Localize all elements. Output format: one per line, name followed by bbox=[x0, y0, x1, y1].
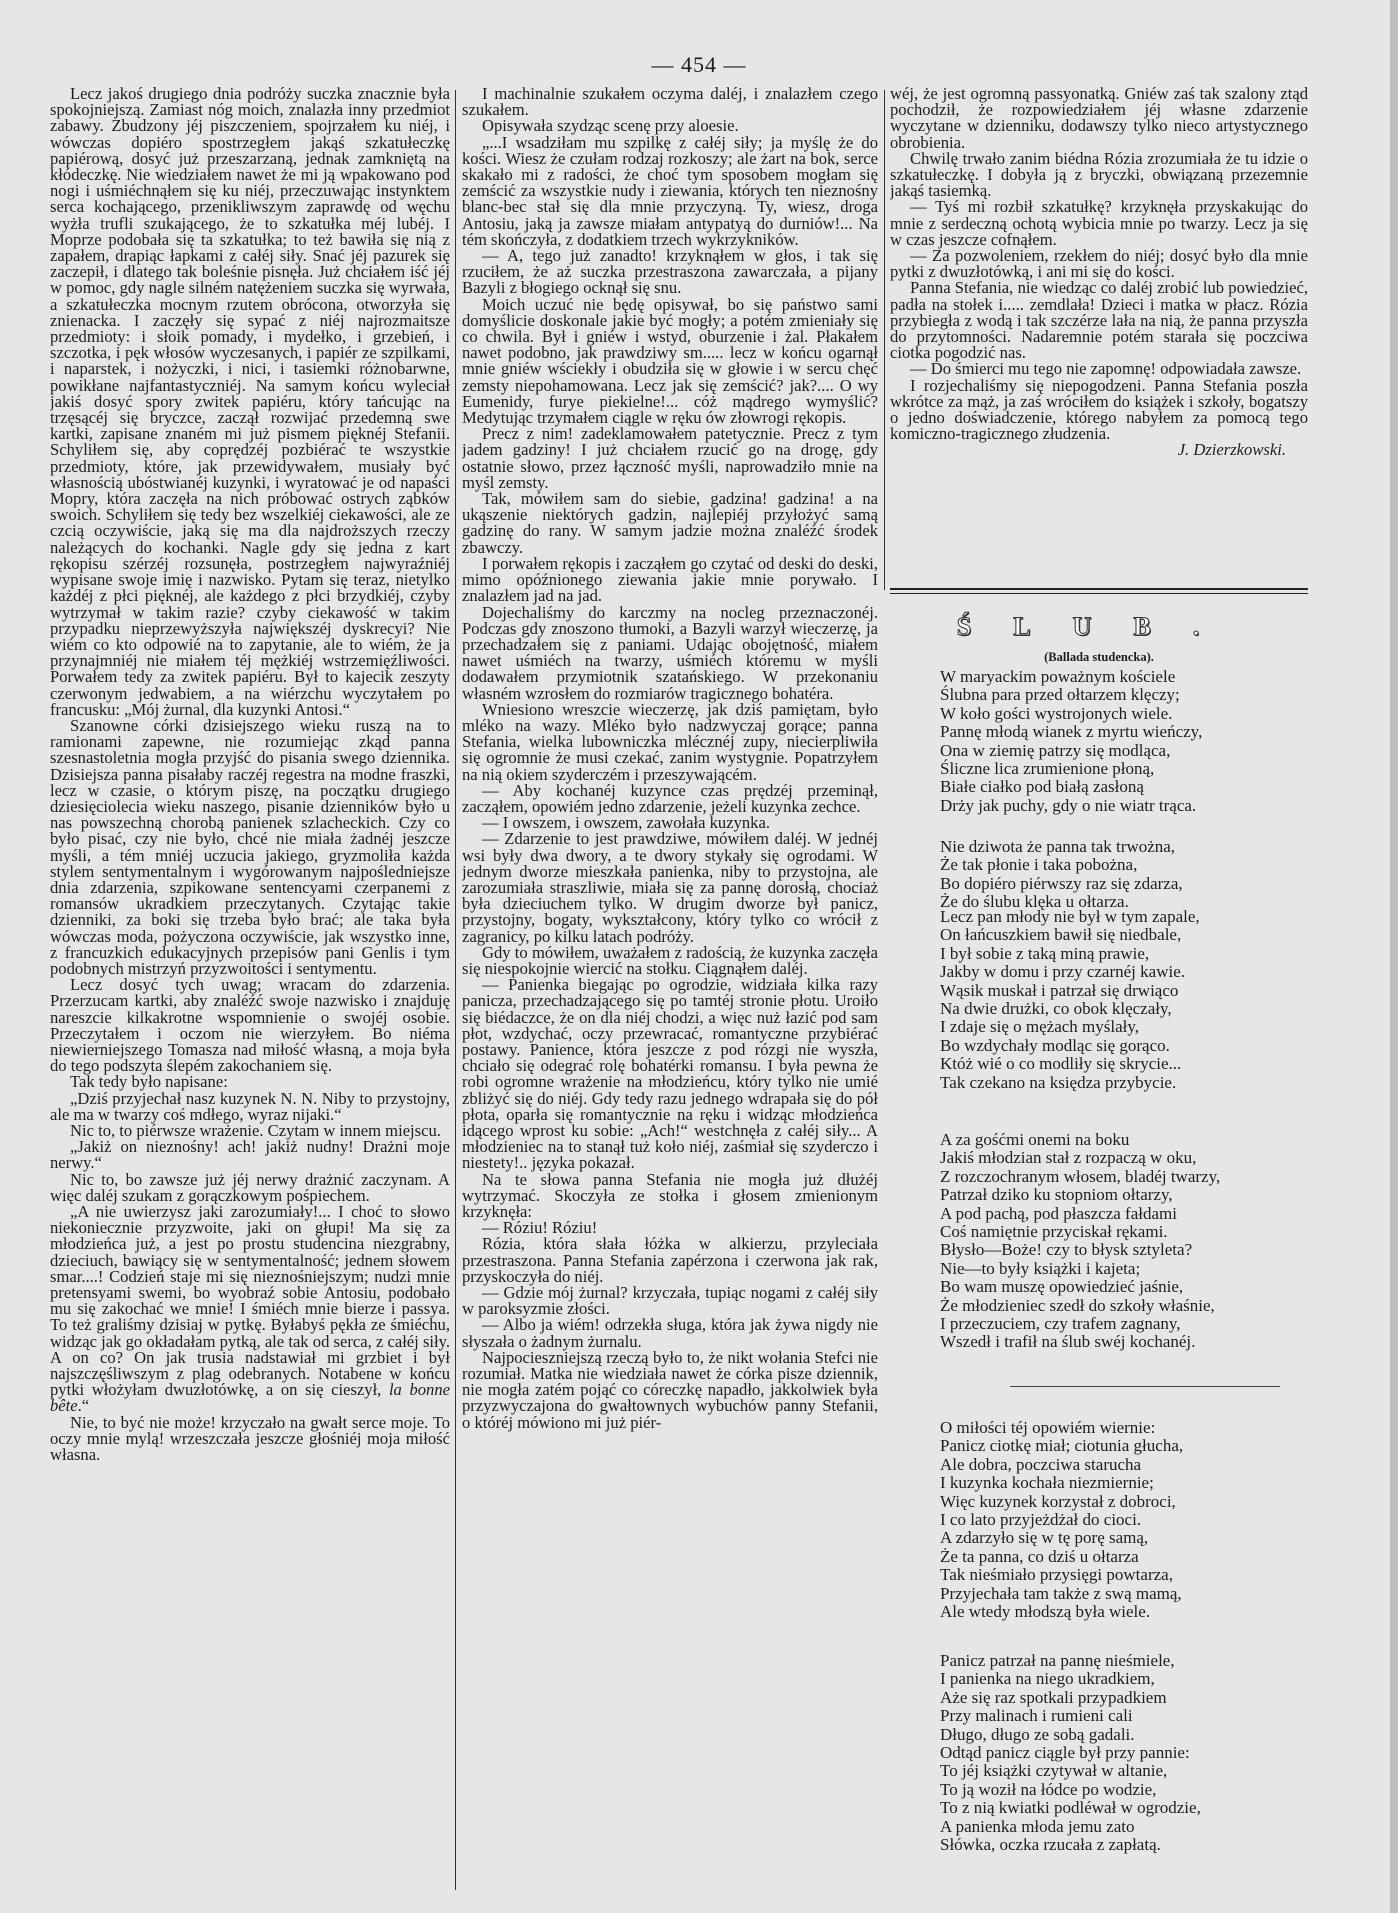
poem-line: Że do ślubu klęka u ołtarza. bbox=[940, 892, 1129, 912]
stanza bbox=[940, 668, 1202, 815]
poem-line: Panicz patrzał na pannę nieśmiele, bbox=[940, 1651, 1175, 1670]
paragraph-text: Lecz dosyć tych uwag; wracam do zdarzenia. Przerzucam kartki, aby znaléźć swoje nazwisko i znajduję nareszcie kilkakrotne wspomnienie o swojéj osobie. Przeczytałem i oczom nie wierzyłem. Bo niéma niewierniejszego Tomasza nad miłość własną, a moja była do tego podszyta ślepém zakochaniem się. bbox=[50, 975, 450, 1076]
column-3 bbox=[890, 86, 1308, 578]
poem-line: Z rozczochranym włosem, bladéj twarzy, bbox=[940, 1166, 1221, 1186]
paragraph bbox=[462, 1347, 878, 1432]
paragraph-text: — Róziu! Róziu! bbox=[482, 1218, 598, 1238]
paragraph bbox=[462, 86, 878, 118]
paragraph bbox=[462, 831, 878, 944]
paragraph-text: — Panienka biegając po ogrodzie, widziała kilka razy panicza, przechadzającego się po tamtéj stronie płotu. Uroiło się biédaczce, że on dla niéj chodzi, a więc nuż łazić pod sam płot, wzdychać, oczy przewracać, romantyczne przybiérać postawy. Panience, która jeszcze z pod rózgi nie wyszła, chciało się odegrać rolę bohatérki romansu. I była pewna że robi ogromne wrażenie na młodzieńcu, który tylko nie umié zbliżyć się do niéj. Gdy tedy razu jednego wdrapała się do pół płota, oparła się romantycznie na ręku i widząc młodzieńca idącego wprost ku sobie: „Ach!“ westchnęła z całéj siły... A młodzieniec na to stanął tuż koło niéj, zaśmiał się szyderczo i niestety!.. języka pokazał. bbox=[462, 975, 878, 1173]
column-2 bbox=[462, 86, 878, 1898]
poem-line: Ale dobra, poczciwa starucha bbox=[940, 1454, 1142, 1474]
poem-line: O miłości téj opowiém wiernie: bbox=[940, 1418, 1156, 1437]
paragraph-text: Rózia, która słała łóżka w alkierzu, przyleciała przestraszona. Panna Stefania zapérzona i czerwona jak rak, przyskoczyła do niéj. bbox=[462, 1234, 878, 1286]
paragraph-text: — Do śmierci mu tego nie zapomnę! odpowiadała zawsze. bbox=[910, 359, 1302, 379]
paragraph bbox=[890, 148, 1308, 201]
poem-line: I panienka na niego ukradkiem, bbox=[940, 1669, 1155, 1689]
poem-line: Śliczne lica zrumienione płoną, bbox=[940, 759, 1155, 779]
paragraph-text: Moich uczuć nie będę opisywał, bo się państwo sami domyślicie doskonale jakie być mogły; a potém zmieniały się co chwila. Był i gniéw i wstyd, oburzenie i żal. Płakałem nawet podobno, jak prawdziwy sm..... lecz w końcu ogarnął mnie gniéw wściekły i obudziła się w głowie i w sercu chęć zemsty niepohamowana. Lecz jak się zemścić? jak?.... O wy Eumenidy, furye piekielne!... cóż mądrego wymyślić? Medytując trzymałem ciągle w ręku ów złowrogi rękopis. bbox=[462, 294, 878, 428]
paragraph bbox=[890, 199, 1308, 248]
paragraph bbox=[462, 426, 878, 491]
paragraph bbox=[462, 132, 878, 249]
paragraph-text: Nic to, to piérwsze wrażenie. Czytam w innem miejscu. bbox=[70, 1121, 441, 1140]
italic-phrase: la bonne bête bbox=[50, 1380, 450, 1416]
paragraph bbox=[462, 977, 878, 1171]
poem-line: I zdaje się o mężach myślały, bbox=[940, 1017, 1140, 1037]
paragraph bbox=[462, 248, 878, 297]
paragraph bbox=[462, 491, 878, 556]
poem-line: Że młodzieniec szedł do szkoły właśnie, bbox=[940, 1295, 1215, 1315]
poem-line: Wszedł i trafił na ślub swéj kochanéj. bbox=[940, 1332, 1196, 1352]
stanza bbox=[940, 908, 1200, 1092]
paragraph-text: — A, tego już zanadto! krzyknąłem w głos, i tak się rzuciłem, że aż suczka przestraszona zawarczała, a pijany Bazyli z błogiego ocknął się snu. bbox=[462, 246, 878, 298]
paragraph bbox=[462, 1285, 878, 1317]
poem-subtitle: (Ballada studencka). bbox=[1044, 650, 1154, 664]
paragraph-text: Precz z nim! zadeklamowałem patetycznie. Precz z tym jadem gadziny! I już chciałem rzucić go na drogę, gdy ostatnie słowo, przez łączność myśli, naprowadziło mnie na myśl zemsty. bbox=[462, 424, 878, 492]
paragraph bbox=[50, 1169, 450, 1205]
poem-divider bbox=[1010, 1386, 1280, 1387]
paragraph bbox=[462, 1236, 878, 1285]
paragraph bbox=[890, 248, 1308, 280]
paragraph-text: — I owszem, i owszem, zawołała kuzynka. bbox=[482, 813, 770, 833]
paragraph bbox=[50, 1139, 450, 1171]
paragraph-text: I porwałem rękopis i zacząłem go czytać od deski do deski, mimo opóźnionego ziewania jakie mnie porywało. I znalazłem jad na jad. bbox=[462, 553, 878, 606]
paragraph-text: — Za pozwoleniem, rzekłem do niéj; dosyć było dla mnie pytki z dwuzłotówką, i ani mi się do kości. bbox=[890, 246, 1308, 282]
poem-line: To jéj książki czytywał w altanie, bbox=[940, 1761, 1168, 1781]
paragraph bbox=[50, 715, 450, 978]
poem-line: Bo wzdychały modląc się gorąco. bbox=[940, 1035, 1170, 1055]
poem-line: Jakiś młodzian stał z rozpaczą w oku, bbox=[940, 1148, 1197, 1168]
paragraph-text: I rozjechaliśmy się niepogodzeni. Panna Stefania poszła wkrótce za mąż, ja zaś wróciłem do książek i szkoły, bogatszy o jedno doświadczenie, którego nabyłem za pomocą tego komiczno-tragicznego złudzenia. bbox=[890, 375, 1308, 444]
paragraph bbox=[50, 977, 450, 1074]
paragraph bbox=[462, 294, 878, 428]
paragraph bbox=[462, 553, 878, 606]
paragraph bbox=[462, 1317, 878, 1349]
paragraph-text: „...I wsadziłam mu szpilkę z całéj siły; ja myślę że do kości. Wiesz że czułam rodzaj rozkoszy; ale żart na bok, serce skakało mi z radości, że choć tym sposobem mogłam się zemścić za wszystkie nudy i ziewania, których ten nieznośny blanc-bec stał się dla mnie przyczyną. Ty, wiesz, droga Antosiu, jaką ja zawsze miałam antypatyą do durniów!... Na tém skończyła, z dodatkiem trzech wykrzykników. bbox=[462, 132, 878, 249]
paragraph bbox=[50, 1412, 450, 1465]
column-divider bbox=[884, 90, 885, 590]
poem-line: Ale wtedy młodszą była wiele. bbox=[940, 1602, 1151, 1622]
signature: J. Dzierzkowski. bbox=[1177, 440, 1286, 460]
poem-line: Odtąd panicz ciągle był przy pannie: bbox=[940, 1743, 1190, 1763]
paragraph-text: Tak tedy było napisane: bbox=[70, 1072, 228, 1092]
paragraph bbox=[462, 942, 878, 978]
poem-line: I co lato przyjeżdżał do cioci. bbox=[940, 1510, 1142, 1530]
poem-line: Bo wam muszę opowiedzieć jaśnie, bbox=[940, 1277, 1184, 1297]
poem-line: Błysło—Boże! czy to błysk sztyleta? bbox=[940, 1240, 1193, 1260]
poem-line: To ją woził na łódce po wodzie, bbox=[940, 1779, 1157, 1799]
column-1 bbox=[50, 86, 450, 1898]
paragraph-text: wéj, że jest ogromną passyonatką. Gniéw zaś tak szalony ztąd pochodził, że rozpowiedziałem jéj własne zdarzenie wyczytane w dzienniku, dodawszy tylko nieco artystycznego obrobienia. bbox=[890, 86, 1308, 152]
paragraph-text: — Gdzie mój żurnal? krzyczała, tupiąc nogami z całéj siły w paroksyzmie złości. bbox=[462, 1283, 878, 1319]
poem-line: A zdarzyło się w tę porę samą, bbox=[940, 1528, 1149, 1548]
poem-line: Że ta panna, co dziś u ołtarza bbox=[940, 1546, 1139, 1566]
stanza bbox=[940, 1131, 1220, 1352]
poem-line: Więc kuzynek korzystał z dobroci, bbox=[940, 1491, 1176, 1511]
paragraph-text: Lecz jakoś drugiego dnia podróży suczka znacznie była spokojniejszą. Zamiast nóg moich, znalazła inny przedmiot zabawy. Zbudzony jéj piszczeniem, spojrzałem ku niéj, i wówczas dopiéro spostrzegłem jakąś szkatułeczkę papiérową, dosyć już przeszarzaną, jednak zamkniętą na kłódeczkę. Nie wiedziałem nawet że mi ją wpakowano pod nogi i uśmiéchnąłem się ku niéj, przeczuwając instynktem serca kochającego, przenikliwszym zaprawdę od węchu wyżła trufli szukającego, że to szkatułka méj lubéj. I Moprze podobała się ta szkatułka; to też bawiła się nią z zapałem, drapiąc łapkami z całéj siły. Snać jéj pazurek się zaczepił, i dlatego tak boleśnie pisnęła. Już chciałem iść jéj w pomoc, gdy nagle silném natężeniem suczka się wyrwała, a szkatułeczka mocnym rzutem obrócona, otworzyła się znienacka. I zaczęły się sypać z niéj najrozmaitsze przedmioty: i słoik pomady, i mydełko, i grzebień, i szczotka, i pęk włosów wyczesanych, i papiér ze szpilkami, i naparstek, i nożyczki, i nici, i tasiemki różnobarwne, powikłane najfantastyczniéj. Na samym końcu wyleciał jakiś dosyć spory zwitek papiéru, który tańcując na trzęsącéj się bryczce, zaczął rozwijać przedemną swe kartki, zapisane znaném mi już pismem pięknéj Stefanii. Schyliłem się, aby coprędzéj pozbiérać te wszystkie przedmioty, które, jak przewidywałem, musiały być własnością ubóstwianéj kuzynki, i wyratować je od napaści Mopry, która zaczęła na nich próbować ostrych ząbków swoich. Schyliłem się tedy bez wszelkiéj ciekawości, ale ze czcią oczywiście, jaką się ma dla najdroższych rzeczy należących do kochanki. Nagle gdy się jedna z kart rękopisu szérzéj rozsunęła, postrzegłem najwyraźniéj wypisane swoje imię i nazwisko. Pytam się teraz, nietylko każdéj z płci pięknéj, ale każdego z płci brzydkiéj, czyby wytrzymał w takim razie? czyby ciekawość w takim przypadku nieprzewyższyła największéj dyskrecyi? Nie wiém co kto odpowié na to zapytanie, ale to wiém, że ja przynajmniéj nie miałem téj mężkiéj wstrzemięźliwości. Porwałem tedy za zwitek papiéru. Był to kajecik zeszyty czerwonym jedwabiem, a na wiérzchu wyczytałem po francusku: „Mój żurnal, dla kuzynki Antosi.“ bbox=[50, 86, 450, 719]
paragraph bbox=[462, 699, 878, 784]
paragraph-text: Najpocieszniejszą rzeczą było to, że nikt wołania Stefci nie rozumiał. Matka nie wiedziała nawet że córka pisze dziennik, nie mogła zatém pojąć co córeczkę napadło, jakkolwiek była przyzwyczajona do gwałtownych wybuchów panny Stefanii, o któréj mówiono mi już piér- bbox=[462, 1347, 878, 1432]
paragraph bbox=[50, 86, 450, 718]
poem-line: Słówka, oczka rzucała z zapłatą. bbox=[940, 1835, 1161, 1855]
poem-line: To z nią kwiatki podléwał w ogrodzie, bbox=[940, 1798, 1201, 1818]
paragraph-text: — Albo ja wiém! odrzekła sługa, która jak żywa nigdy nie słyszała o żadnym żurnalu. bbox=[462, 1315, 878, 1351]
paragraph bbox=[462, 780, 878, 816]
paragraph-text: Gdy to mówiłem, uważałem z radością, że kuzynka zaczęła się niespokojnie wiercić na stołku. Ciągnąłem daléj. bbox=[462, 942, 878, 978]
poem-line: A za gośćmi onemi na boku bbox=[940, 1130, 1130, 1149]
poem-line: Długo, długo ze sobą gadali. bbox=[940, 1724, 1135, 1744]
paragraph-text: — Tyś mi rozbił szkatułkę? krzyknęła przyskakując do mnie z serdeczną ochotą wybicia mnie po twarzy. Lecz ja się w czas jeszcze cofnąłem. bbox=[890, 197, 1308, 249]
poem-line: On łańcuszkiem bawił się niedbale, bbox=[940, 925, 1182, 945]
poem-line: Tak nieśmiało przysięgi powtarza, bbox=[940, 1565, 1173, 1585]
poem-line: I był sobie z taką miną prawie, bbox=[940, 943, 1150, 963]
poem-line: Ona w ziemię patrzy się modląca, bbox=[940, 740, 1171, 760]
poem-line: Tak czekano na księdza przybycie. bbox=[940, 1072, 1177, 1092]
stanza bbox=[940, 838, 1183, 912]
paragraph-text: Wniesiono wreszcie wieczerzę, jak dziś pamiętam, było mléko na wazy. Mléko było nadzwyczaj gorące; panna Stefania, wielka lubowniczka mlécznéj zupy, niecierpliwiła się ogromnie że musi czekać, zanim wystygnie. Popatrzyłem na nią okiem szyderczém i przeszywającém. bbox=[462, 699, 878, 784]
page-number: — 454 — bbox=[651, 52, 747, 77]
paragraph-text: — Zdarzenie to jest prawdziwe, mówiłem daléj. W jednéj wsi były dwa dwory, a te dwory stykały się ogrodami. W jednym dworze mieszkała panienka, niby to przystojna, ale zarozumiała straszliwie, miała się za pannę dorosłą, chociaż była dzieciuchem tylko. W drugim dworze był panicz, przystojny, bogaty, wykształcony, który tylko co wrócił z zagranicy, po kilku latach podróży. bbox=[462, 829, 878, 946]
poem-line: Panicz ciotkę miał; ciotunia głucha, bbox=[940, 1436, 1184, 1456]
poem-line: Coś namiętnie przyciskał rękami. bbox=[940, 1222, 1168, 1242]
poem-line: Nie dziwota że panna tak trwożna, bbox=[940, 837, 1176, 856]
poem-line: I przeczuciem, czy trafem zagnany, bbox=[940, 1314, 1181, 1334]
paragraph-text: Panna Stefania, nie wiedząc co daléj zrobić lub powiedzieć, padła na stołek i..... zemdlała! Dzieci i matka w płacz. Rózia przybiegła z wodą i tak szczérze lała na nią, że panna przyszła do przytomności. Nadaremnie potém starała się poczciwa ciotka pogodzić nas. bbox=[890, 278, 1308, 363]
paragraph-text: Na te słowa panna Stefania nie mogła już dłużéj wytrzymać. Skoczyła ze stołka i głosem zmienionym krzyknęła: bbox=[462, 1169, 878, 1222]
paragraph-text: Tak, mówiłem sam do siebie, gadzina! gadzina! a na ukąszenie niektórych gadzin, najlepiéj przyłożyć samą gadzinę do rany. W samym jadzie można znaléźć środek zbawczy. bbox=[462, 489, 878, 557]
poem-line: Jakby w domu i przy czarnéj kawie. bbox=[940, 962, 1185, 982]
stanza bbox=[940, 1419, 1183, 1621]
poem-line: Bo dopiéro piérwszy raz się zdarza, bbox=[940, 873, 1183, 893]
poem-line: A panienka młoda jemu zato bbox=[940, 1816, 1135, 1836]
poem-line: Drży jak puchy, gdy o nie wiatr trąca. bbox=[940, 795, 1197, 815]
paragraph-text: — Aby kochanéj kuzynce czas prędzéj przeminął, zacząłem, opowiém jedno zdarzenie, jeżeli kuzynka zechce. bbox=[462, 780, 878, 816]
poem-line: W koło gości wystrojonych wiele. bbox=[940, 703, 1173, 723]
poem-line: A pod pachą, pod płaszcza fałdami bbox=[940, 1203, 1177, 1223]
stanza bbox=[940, 1652, 1201, 1854]
paragraph bbox=[462, 602, 878, 703]
scan-edge bbox=[1390, 0, 1398, 1913]
poem-line: Przyjechała tam także z swą mamą, bbox=[940, 1583, 1182, 1603]
paragraph-text: „Dziś przyjechał nasz kuzynek N. N. Niby to przystojny, ale ma w twarzy coś mdłego, wyraz nijaki.“ bbox=[50, 1088, 450, 1124]
poem-line: Aże się raz spotkali przypadkiem bbox=[940, 1687, 1167, 1707]
paragraph-text: I machinalnie szukałem oczyma daléj, i znalazłem czego szukałem. bbox=[462, 86, 878, 120]
poem-line: W maryackim poważnym kościele bbox=[940, 667, 1176, 686]
paragraph bbox=[890, 280, 1308, 361]
poem-line: Pannę młodą wianek z myrtu wieńczy, bbox=[940, 722, 1203, 742]
paragraph-text: Chwilę trwało zanim biédna Rózia zrozumiała że tu idzie o szkatułeczkę. I dobyła ją z bryczki, obwiązaną przezemnie jakąś tasiemką. bbox=[890, 148, 1308, 201]
poem-line: Przy malinach i rumieni cali bbox=[940, 1706, 1133, 1726]
poem-line: Lecz pan młody nie był w tym zapale, bbox=[940, 907, 1200, 926]
poem-line: I kuzynka kochała niezmiernie; bbox=[940, 1473, 1154, 1493]
poem-title: ŚLUB. bbox=[956, 612, 1242, 641]
poem-line: Patrzał dziko ku stopniom ołtarzy, bbox=[940, 1185, 1173, 1205]
paragraph-text: Nic to, bo zawsze już jéj nerwy drażnić zaczynam. A więc daléj szukam z gorączkowym pośpiechem. bbox=[50, 1169, 450, 1205]
paragraph-text: Nie, to być nie może! krzyczało na gwałt serce moje. To oczy mnie mylą! wrzeszczała jeszcze głośniéj moja miłość własna. bbox=[50, 1412, 450, 1465]
poem-line: Któż wié o co modliły się skrycie... bbox=[940, 1054, 1182, 1074]
poem-line: Nie—to były książki i kajeta; bbox=[940, 1258, 1141, 1278]
column-divider bbox=[455, 90, 456, 1890]
poem-line: Białe ciałko pod białą zasłoną bbox=[940, 777, 1144, 797]
paragraph bbox=[462, 1169, 878, 1222]
poem-line: Ślubna para przed ołtarzem klęczy; bbox=[940, 685, 1180, 705]
paragraph bbox=[890, 86, 1308, 151]
paragraph-text: Opisywała szydząc scenę przy aloesie. bbox=[482, 116, 739, 136]
double-rule bbox=[890, 588, 1308, 594]
poem-line: Że tak płonie i taka pobożna, bbox=[940, 855, 1138, 875]
poem-line: Wąsik muskał i patrzał się drwiąco bbox=[940, 980, 1179, 1000]
paragraph-text: .“ bbox=[77, 1396, 90, 1416]
paragraph-text: „Jakiż on nieznośny! ach! jakiż nudny! Drażni moje nerwy.“ bbox=[50, 1137, 450, 1173]
poem-line: Na dwie drużki, co obok klęczały, bbox=[940, 999, 1172, 1019]
paragraph bbox=[50, 1204, 450, 1415]
paragraph bbox=[50, 1088, 450, 1124]
paragraph bbox=[890, 375, 1308, 444]
paragraph-text: Dojechaliśmy do karczmy na nocleg przeznaczonéj. Podczas gdy znoszono tłumoki, a Bazyli warzył wieczerzę, ja przechadzałem się z paniami. Udając obojętność, miałem nawet uśmiéch na twarzy, uśmiéch któremu w myśli dodawałem przymiotnik szatańskiego. W przekonaniu własném wzrosłem do rozmiarów tragicznego bohatéra. bbox=[462, 602, 878, 703]
paragraph-text: „A nie uwierzysz jaki zarozumiały!... I choć to słowo niekoniecznie przyzwoite, jaki on głupi! Ma się za młodzieńca już, a jest po prostu studencina niezgrabny, dzieciuch, bawiący się w sentymentalność; jednem słowem smar....! Codzień staje mi się nieznośniejszym; nudzi mnie pretensyami swemi, bo wyobraź sobie Antosiu, podobało mu się zakochać we mnie! I śmiéch mnie bierze i passya. To też graliśmy dzisiaj w pytkę. Byłabyś pękła ze śmiéchu, widząc jak go okładałam pytką, ale tak od serca, z całéj siły. A on co? On jak trusia nadstawiał mi grzbiet i był najszczęśliwszym z plag odebranych. Notabene w końcu pytki włożyłam dwuzłotówkę, a on się cieszył, bbox=[50, 1202, 450, 1400]
paragraph-text: Szanowne córki dzisiejszego wieku ruszą na to ramionami zapewne, nie rozumiejąc zkąd panna szesnastoletnia mogła przyjść do pisania swego dziennika. Dzisiejsza panna pisałaby raczéj regestra na modne fraszki, lecz w czasie, o którym piszę, na początku drugiego dziesięciolecia wieku naszego, pisanie dzienników było u nas powszechną chorobą panienek szlacheckich. Czy co było pisać, czy nie było, chcé nie miała żadnéj jeszcze myśli, a tém mniéj uczucia jakiego, gryzmoliła każda stylem sentymentalnym i wygórowanym najpośledniejsze dnia zdarzenia, szpikowane sentencyami czerpanemi z romansów ukradkiem przeczytanych. Czytając takie dzienniki, za boki się trzeba było brać; ale taka była wówczas moda, pożyczona oczywiście, jak wszystko inne, z francuzkich edukacyjnych przepisów pani Genlis i tym podobnych mistrzyń przyzwoitości i sentymentu. bbox=[50, 715, 450, 978]
